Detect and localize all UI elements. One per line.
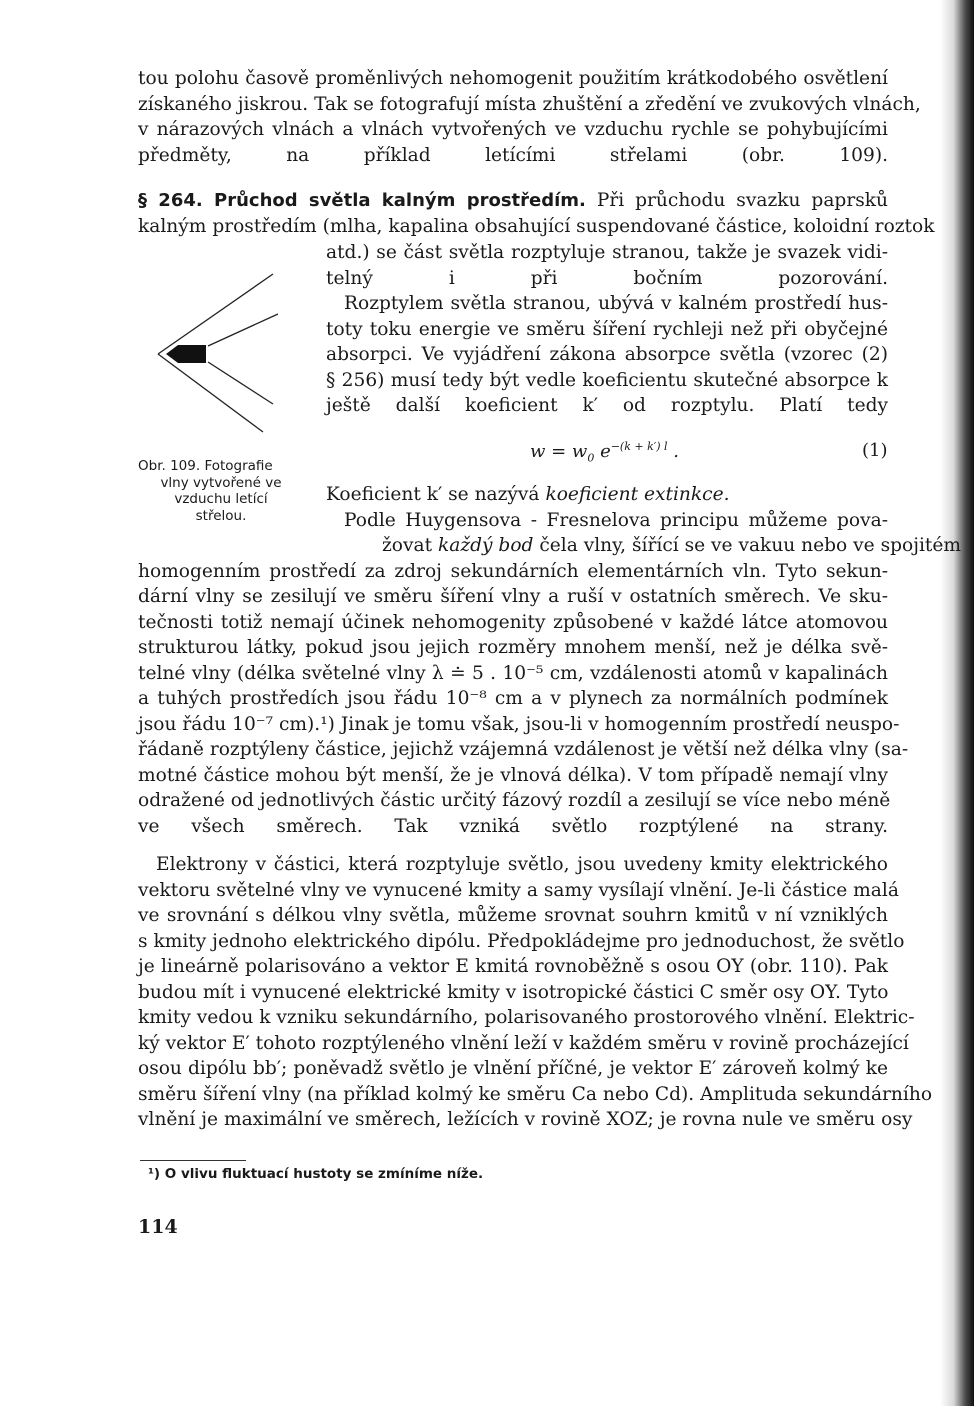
- text-line: Podle Huygensova - Fresnelova principu můžeme pova-: [344, 509, 888, 531]
- term-italic: každý bod: [437, 535, 534, 556]
- text-line: telné vlny (délka světelné vlny λ ≐ 5 . 10⁻⁵ cm, vzdálenosti atomů v kapalinách: [138, 662, 888, 684]
- text-line: vlnění je maximální ve směrech, ležících v rovině XOZ; je rovna nule ve směru osy: [138, 1109, 913, 1130]
- text-line: atd.) se část světla rozptyluje stranou, takže je svazek vidi-: [326, 242, 888, 263]
- shock-wave-lower-line: [158, 354, 263, 432]
- text-line: [326, 482, 888, 508]
- paragraph-scatter-visible: [326, 240, 888, 291]
- text-line: vektoru světelné vlny ve vynucené kmity a samy vysílají vlnění. Je-li částice malá: [138, 879, 899, 901]
- text-line: [138, 533, 962, 559]
- paragraph-electrons: [138, 852, 933, 1133]
- text-line: kmity vedou k vzniku sekundárního, polarisovaného prostorového vlnění. Elektric-: [138, 1007, 915, 1028]
- text-line: tečnosti totiž nemají účinek nehomogenity způsobené v každé látce atomovou: [138, 611, 888, 633]
- text-line: odražené od jednotlivých částic určitý fázový rozdíl a zesilují se více nebo méně: [138, 790, 891, 811]
- text-line: § 256) musí tedy být vedle koeficientu skutečné absorpce k: [326, 369, 888, 391]
- text-line: tou polohu časově proměnlivých nehomogenit použitím krátkodobého osvětlení: [138, 68, 888, 89]
- section-264: [138, 188, 935, 239]
- paragraph-scatter-absorption: [326, 291, 888, 419]
- caption-line: Obr. 109. Fotografie: [138, 458, 273, 474]
- text-line: Rozptylem světla stranou, ubývá v kalném prostředí hus-: [344, 293, 888, 314]
- text-span: žovat: [382, 535, 438, 556]
- term-italic: koeficient extinkce.: [545, 484, 730, 505]
- caption-line: vlny vytvořené ve: [160, 474, 282, 491]
- text-line: ještě další koeficient k′ od rozptylu. Platí tedy: [326, 395, 888, 416]
- section-heading: § 264. Průchod světla kalným prostředím.: [138, 190, 586, 211]
- text-line: předměty, na příklad letícími střelami (obr. 109).: [138, 144, 888, 166]
- text-line: ký vektor E′ tohoto rozptýleného vlnění leží v každém směru v rovině procházející: [138, 1032, 909, 1054]
- text-line: směru šíření vlny (na příklad kolmý ke směru Ca nebo Cd). Amplituda sekundárního: [138, 1083, 933, 1105]
- text-line: osou dipólu bb′; poněvadž světlo je vlnění příčné, je vektor E′ zároveň kolmý ke: [138, 1058, 888, 1079]
- equation-number: (1): [862, 440, 888, 461]
- text-line: absorpci. Ve vyjádření zákona absorpce světla (vzorec (2): [326, 344, 888, 365]
- text-line: v nárazových vlnách a vlnách vytvořených ve vzduchu rychle se pohybujícími: [138, 119, 888, 140]
- text-span: Koeficient k′ se nazývá: [326, 484, 546, 505]
- paragraph-extinction: [326, 482, 888, 533]
- caption-line: střelou.: [195, 507, 247, 524]
- page-edge-shadow: [940, 0, 974, 1406]
- footnote: ¹) O vlivu fluktuací hustoty se zmíníme níže.: [148, 1166, 484, 1182]
- paragraph-huygens: [138, 533, 962, 839]
- paragraph-intro: [138, 66, 921, 168]
- shock-wave-inner-upper-line: [208, 314, 278, 346]
- text-line: s kmity jednoho elektrického dipólu. Předpokládejme pro jednoduchost, že světlo: [138, 930, 905, 952]
- formula-subscript: 0: [587, 451, 595, 465]
- bullet-shape: [166, 345, 206, 363]
- text-line: telný i při bočním pozorování.: [326, 267, 888, 289]
- caption-line: vzduchu letící: [174, 491, 268, 507]
- page-number: 114: [138, 1216, 178, 1238]
- text-line: jsou řádu 10⁻⁷ cm).¹) Jinak je tomu však, jsou-li v homogenním prostředí neuspo-: [138, 713, 900, 735]
- text-line: kalným prostředím (mlha, kapalina obsahující suspendované částice, koloidní roztok: [138, 215, 935, 237]
- text-line: je lineárně polarisováno a vektor E kmitá rovnoběžně s osou OY (obr. 110). Pak: [138, 956, 888, 977]
- figure-109-caption: [138, 458, 304, 524]
- text-line: dární vlny se zesilují ve směru šíření vlny a ruší v ostatních směrech. Ve sku-: [138, 586, 888, 607]
- text-line: strukturou látky, pokud jsou jejich rozměry mnohem menší, než je délka svě-: [138, 637, 888, 658]
- text-line: a tuhých prostředích jsou řádu 10⁻⁸ cm a v plynech za normálních podmínek: [138, 688, 888, 709]
- text-line: získaného jiskrou. Tak se fotografují místa zhuštění a zředění ve zvukových vlnách,: [138, 93, 921, 115]
- formula-exponent: −(k + k′) l: [610, 440, 668, 453]
- text-line: Elektrony v částici, která rozptyluje světlo, jsou uvedeny kmity elektrického: [156, 854, 888, 875]
- text-line: toty toku energie ve směru šíření rychleji než při obyčejné: [326, 318, 888, 340]
- formula-base: e: [594, 441, 611, 462]
- text-line: řádaně rozptýleny částice, jejichž vzájemná vzdálenost je větší než délka vlny (sa-: [138, 739, 909, 760]
- section-heading-line: [138, 188, 888, 214]
- text-line: ve všech směrech. Tak vzniká světlo rozptýlené na strany.: [138, 815, 888, 837]
- text-span: Při průchodu svazku paprsků: [596, 190, 888, 211]
- formula-extinction: [530, 440, 679, 465]
- text-line: ve srovnání s délkou vlny světla, můžeme srovnat souhrn kmitů v ní vzniklých: [138, 905, 888, 926]
- figure-109-bullet-wave: [148, 266, 278, 436]
- footnote-rule: [140, 1160, 246, 1161]
- text-line: homogenním prostředí za zdroj sekundárních elementárních vln. Tyto sekun-: [138, 560, 888, 582]
- text-line: motné částice mohou být menší, že je vlnová délka). V tom případě nemají vlny: [138, 764, 888, 786]
- formula-lhs: w = w: [530, 441, 588, 462]
- text-line: budou mít i vynucené elektrické kmity v isotropické částici C směr osy OY. Tyto: [138, 981, 889, 1003]
- formula-tail: .: [667, 441, 680, 462]
- text-span: čela vlny, šířící se ve vakuu nebo ve spojitém: [533, 535, 962, 556]
